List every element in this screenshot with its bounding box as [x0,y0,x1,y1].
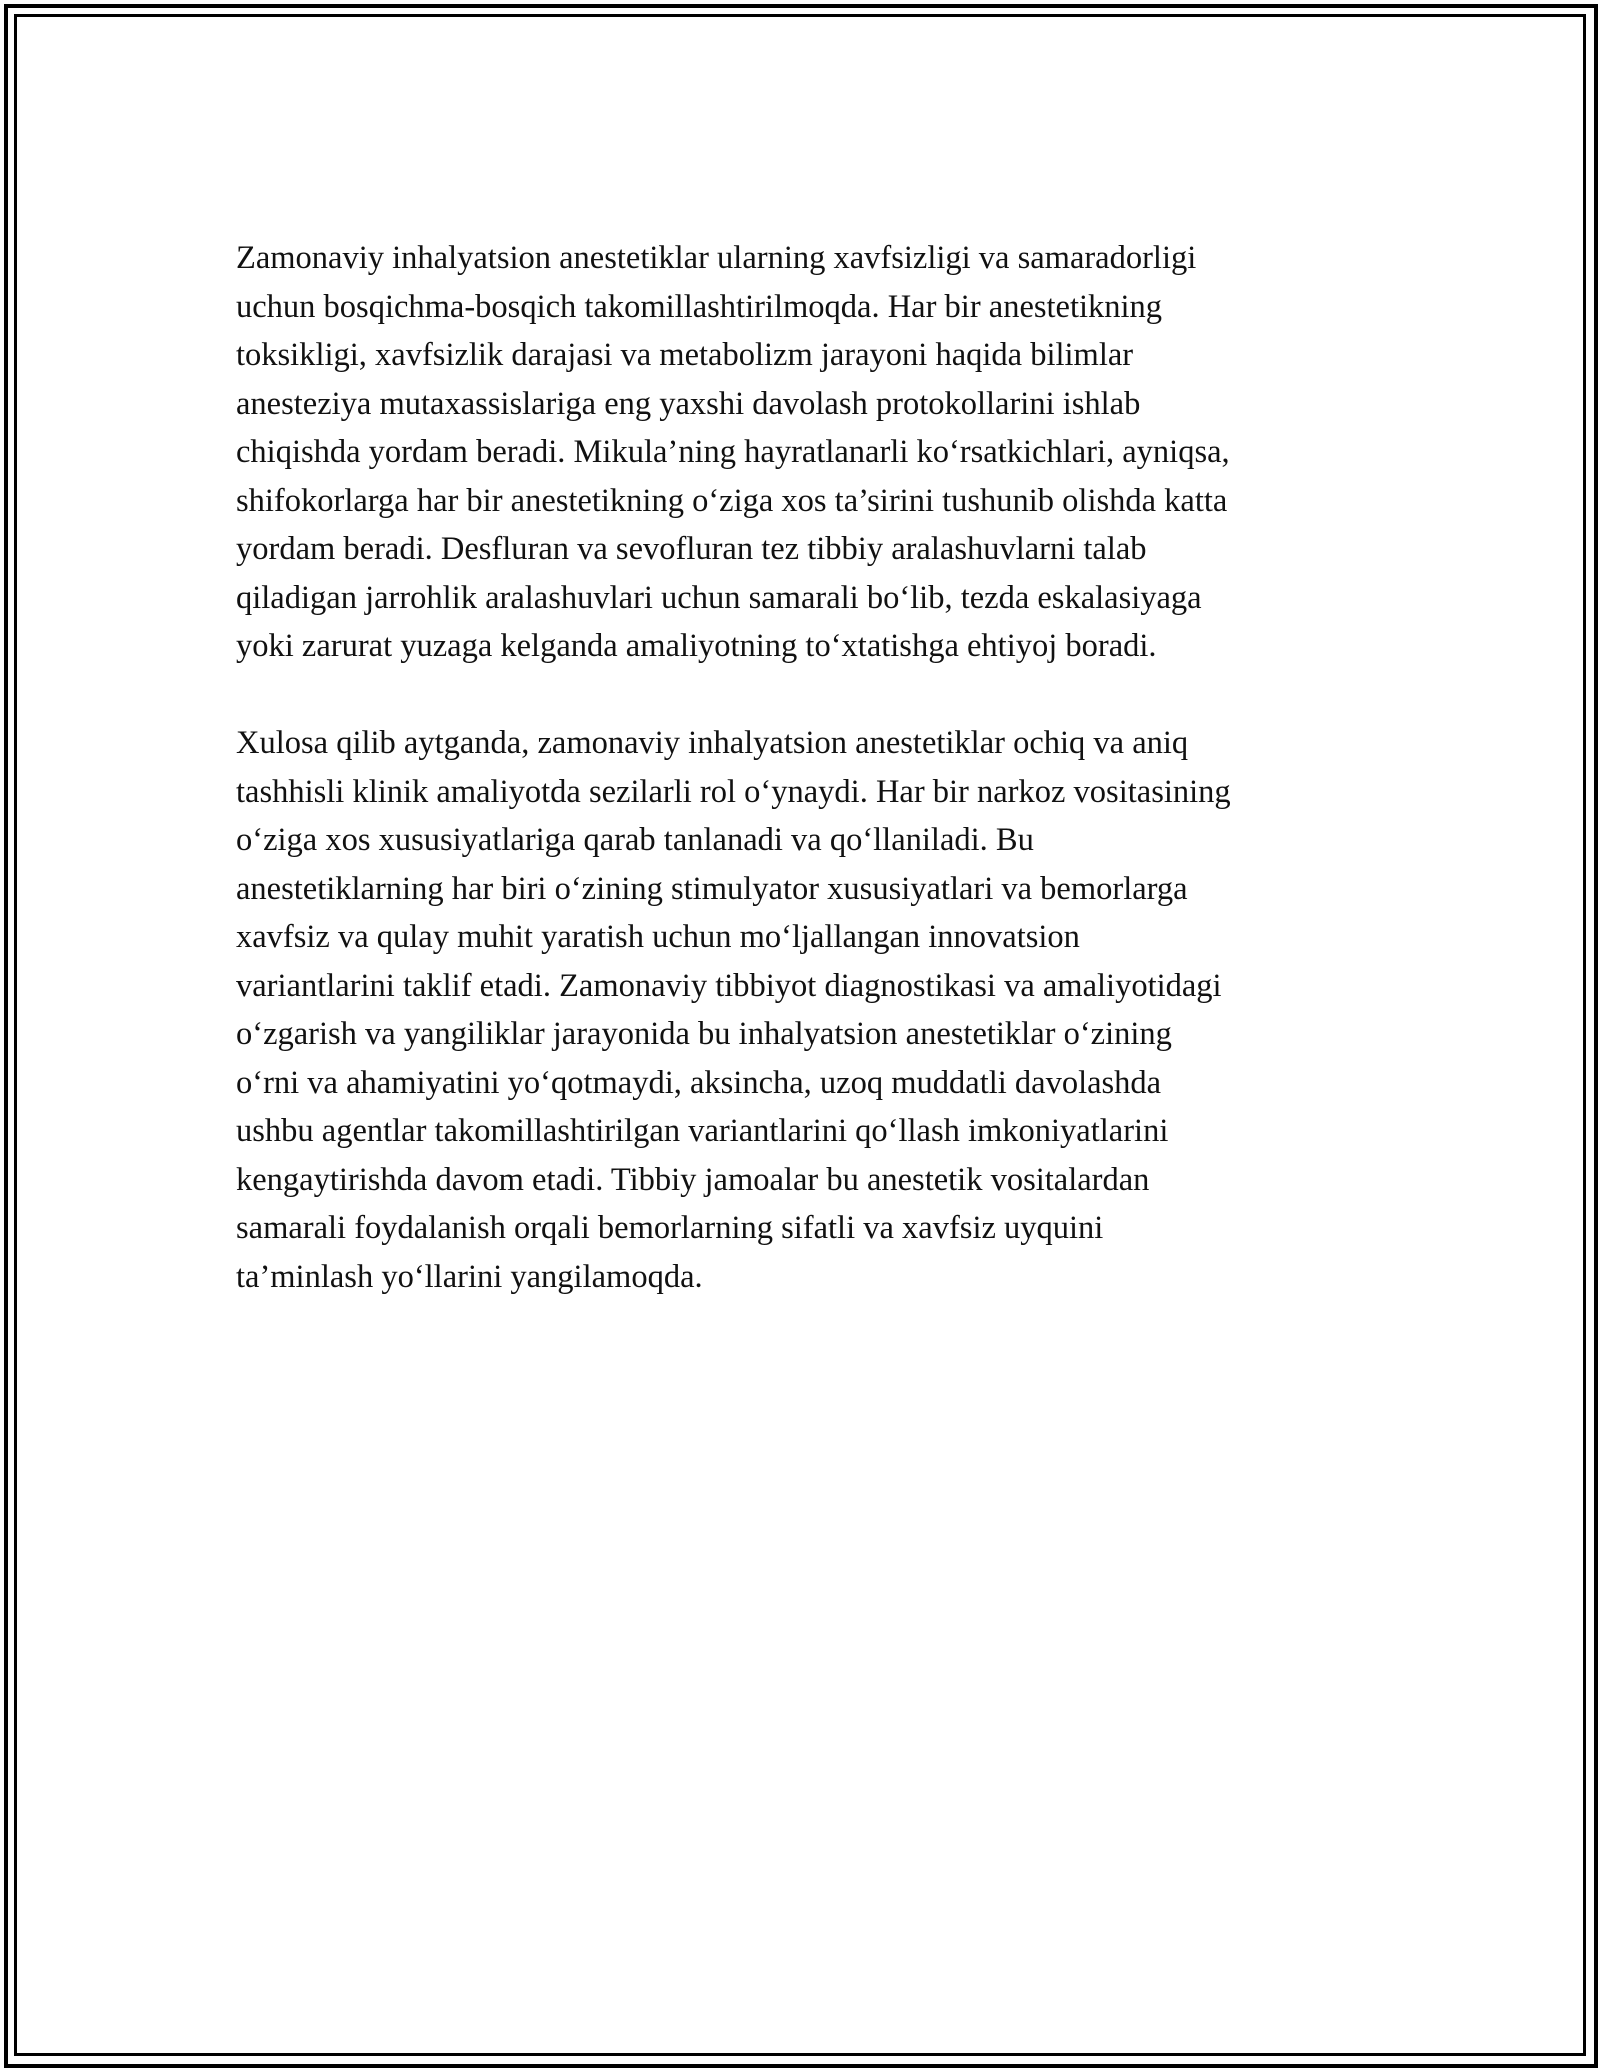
text-line: tashhisli klinik amaliyotda sezilarli rol o‘ynaydi. Har bir narkoz vositasining [236,773,1231,810]
text-line: variantlarini taklif etadi. Zamonaviy tibbiyot diagnostikasi va amaliyotidagi [236,967,1222,1004]
text-line: xavfsiz va qulay muhit yaratish uchun mo‘ljallangan innovatsion [236,919,1080,955]
text-line: qiladigan jarrohlik aralashuvlari uchun samarali bo‘lib, tezda eskalasiyaga [236,579,1202,616]
text-line: yordam beradi. Desfluran va sevofluran tez tibbiy aralashuvlarni talab [236,531,1147,567]
text-line: Xulosa qilib aytganda, zamonaviy inhalyatsion anestetiklar ochiq va aniq [236,725,1189,761]
text-line: o‘rni va ahamiyatini yo‘qotmaydi, aksincha, uzoq muddatli davolashda [236,1064,1162,1101]
text-line: shifokorlarga har bir anestetikning o‘ziga xos ta’sirini tushunib olishda katta [236,482,1228,519]
text-line: uchun bosqichma-bosqich takomillashtirilmoqda. Har bir anestetikning [236,288,1163,325]
text-line: anestetiklarning har biri o‘zining stimulyator xususiyatlari va bemorlarga [236,870,1188,907]
text-line: yoki zarurat yuzaga kelganda amaliyotning to‘xtatishga ehtiyoj boradi. [236,628,1157,664]
text-line: toksikligi, xavfsizlik darajasi va metabolizm jarayoni haqida bilimlar [236,337,1134,373]
text-line: o‘ziga xos xususiyatlariga qarab tanlanadi va qo‘llaniladi. Bu [236,822,1034,858]
text-line: anesteziya mutaxassislariga eng yaxshi davolash protokollarini ishlab [236,385,1141,422]
text-line: samarali foydalanish orqali bemorlarning sifatli va xavfsiz uyquini [236,1210,1104,1246]
document-body [236,234,1376,1301]
text-line: Zamonaviy inhalyatsion anestetiklar ularning xavfsizligi va samaradorligi [236,240,1197,276]
paragraph-2 [236,719,1376,1301]
text-line: chiqishda yordam beradi. Mikula’ning hayratlanarli ko‘rsatkichlari, ayniqsa, [236,434,1230,470]
text-line: ushbu agentlar takomillashtirilgan variantlarini qo‘llash imkoniyatlarini [236,1113,1169,1149]
paragraph-1 [236,234,1376,671]
text-line: o‘zgarish va yangiliklar jarayonida bu inhalyatsion anestetiklar o‘zining [236,1016,1172,1052]
text-line: kengaytirishda davom etadi. Tibbiy jamoalar bu anestetik vositalardan [236,1161,1150,1198]
text-line: ta’minlash yo‘llarini yangilamoqda. [236,1258,703,1295]
